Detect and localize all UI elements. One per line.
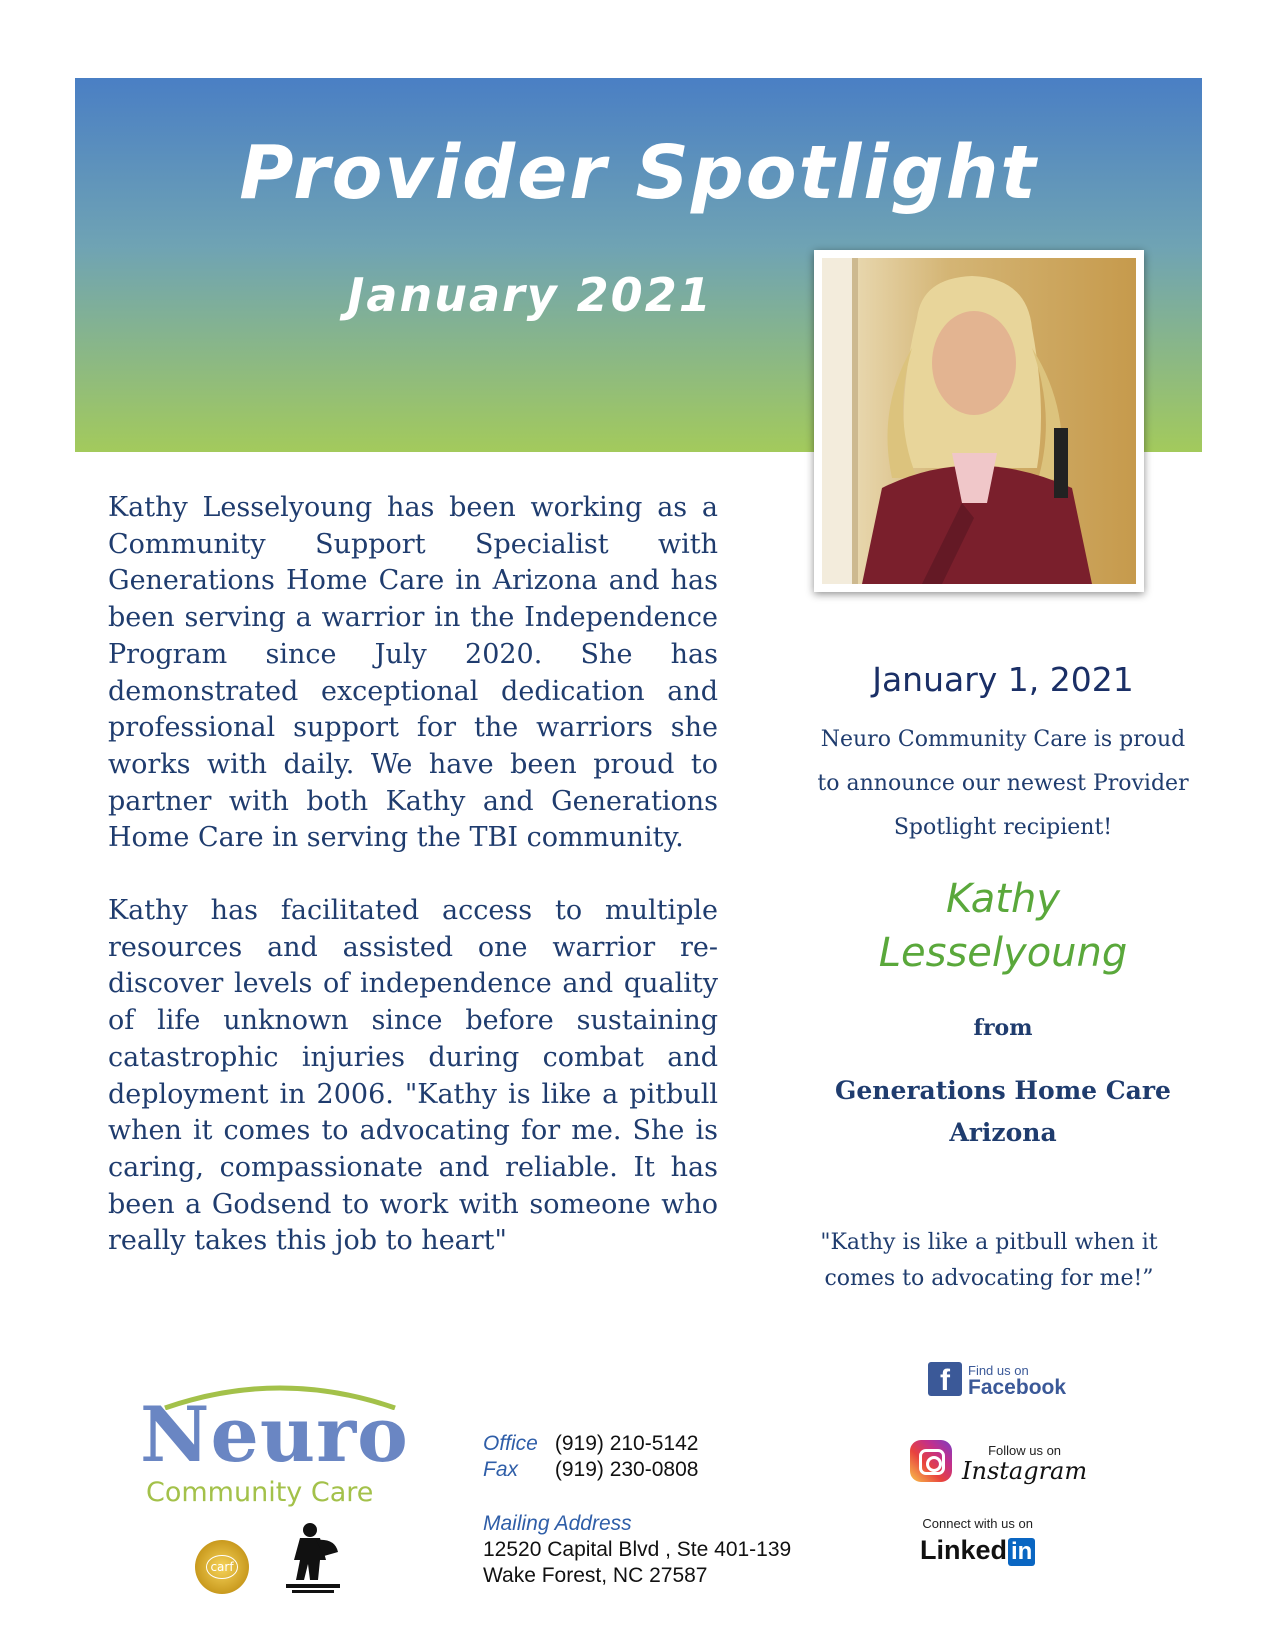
linkedin-word: Linked	[920, 1535, 1008, 1565]
address-line-1: 12520 Capital Blvd , Ste 401-139	[483, 1538, 792, 1561]
linkedin-icon: in	[1008, 1538, 1035, 1566]
recipient-organization	[814, 1070, 1192, 1154]
announcement-date: January 1, 2021	[872, 660, 1134, 699]
instagram-icon	[910, 1440, 952, 1482]
fax-contact	[483, 1458, 698, 1482]
instagram-link[interactable]	[910, 1440, 1088, 1485]
neuro-logo-name: Neuro	[140, 1390, 409, 1479]
linkedin-link[interactable]	[920, 1516, 1035, 1566]
office-phone[interactable]: (919) 210-5142	[554, 1432, 699, 1455]
organization-name: Generations Home Care	[835, 1076, 1171, 1105]
spotlight-body	[108, 490, 718, 1296]
recipient-quote: "Kathy is like a pitbull when it comes to advocating for me!”	[820, 1230, 1158, 1291]
wounded-warrior-project-icon	[280, 1520, 346, 1596]
organization-state: Arizona	[949, 1118, 1057, 1147]
instagram-label: Instagram	[962, 1457, 1088, 1485]
facebook-small-text: Find us on	[968, 1363, 1029, 1378]
announcement-text: Neuro Community Care is proud to announce our newest Provider Spotlight recipient!	[817, 727, 1189, 840]
office-contact	[483, 1432, 698, 1456]
mailing-address-label: Mailing Address	[483, 1512, 632, 1535]
recipient-name	[814, 872, 1192, 980]
provider-photo-frame	[814, 250, 1144, 592]
address-line-2: Wake Forest, NC 27587	[483, 1564, 708, 1587]
provider-portrait-illustration	[822, 258, 1136, 584]
facebook-link[interactable]	[928, 1362, 1067, 1399]
facebook-icon: f	[928, 1362, 962, 1396]
neuro-logo-subtitle: Community Care	[146, 1477, 374, 1508]
recipient-last-name: Lesselyoung	[878, 930, 1128, 976]
provider-photo	[822, 258, 1136, 584]
page-title: Provider Spotlight	[239, 130, 1038, 216]
linkedin-small-text: Connect with us on	[922, 1516, 1033, 1531]
carf-badge-label: carf	[206, 1555, 237, 1579]
linkedin-label	[920, 1535, 1035, 1566]
fax-label: Fax	[483, 1458, 519, 1481]
from-label: from	[973, 1015, 1033, 1041]
banner-date: January 2021	[347, 268, 713, 322]
body-paragraph-2: Kathy has facilitated access to multiple resources and assisted one warrior re-discover levels of independence and quality of life unknown since before sustaining catastrophic injuries during combat and deployment in 2006. "Kathy is like a pitbull when it comes to advocating for me. She is caring, compassionate and reliable. It has been a Godsend to work with someone who really takes this job to heart"	[108, 895, 718, 1257]
facebook-label: Facebook	[968, 1376, 1067, 1399]
instagram-small-text: Follow us on	[988, 1443, 1062, 1458]
recipient-first-name: Kathy	[945, 876, 1061, 922]
fax-number: (919) 230-0808	[554, 1458, 699, 1481]
body-paragraph-1: Kathy Lesselyoung has been working as a Community Support Specialist with Generations Home Care in Arizona and has been serving a warrior in the Independence Program since July 2020. She has demonstrated exceptional dedication and professional support for the warriors she works with daily. We have been proud to partner with both Kathy and Generations Home Care in serving the TBI community.	[108, 492, 718, 854]
office-label: Office	[483, 1432, 538, 1455]
carf-accreditation-badge	[195, 1540, 249, 1594]
